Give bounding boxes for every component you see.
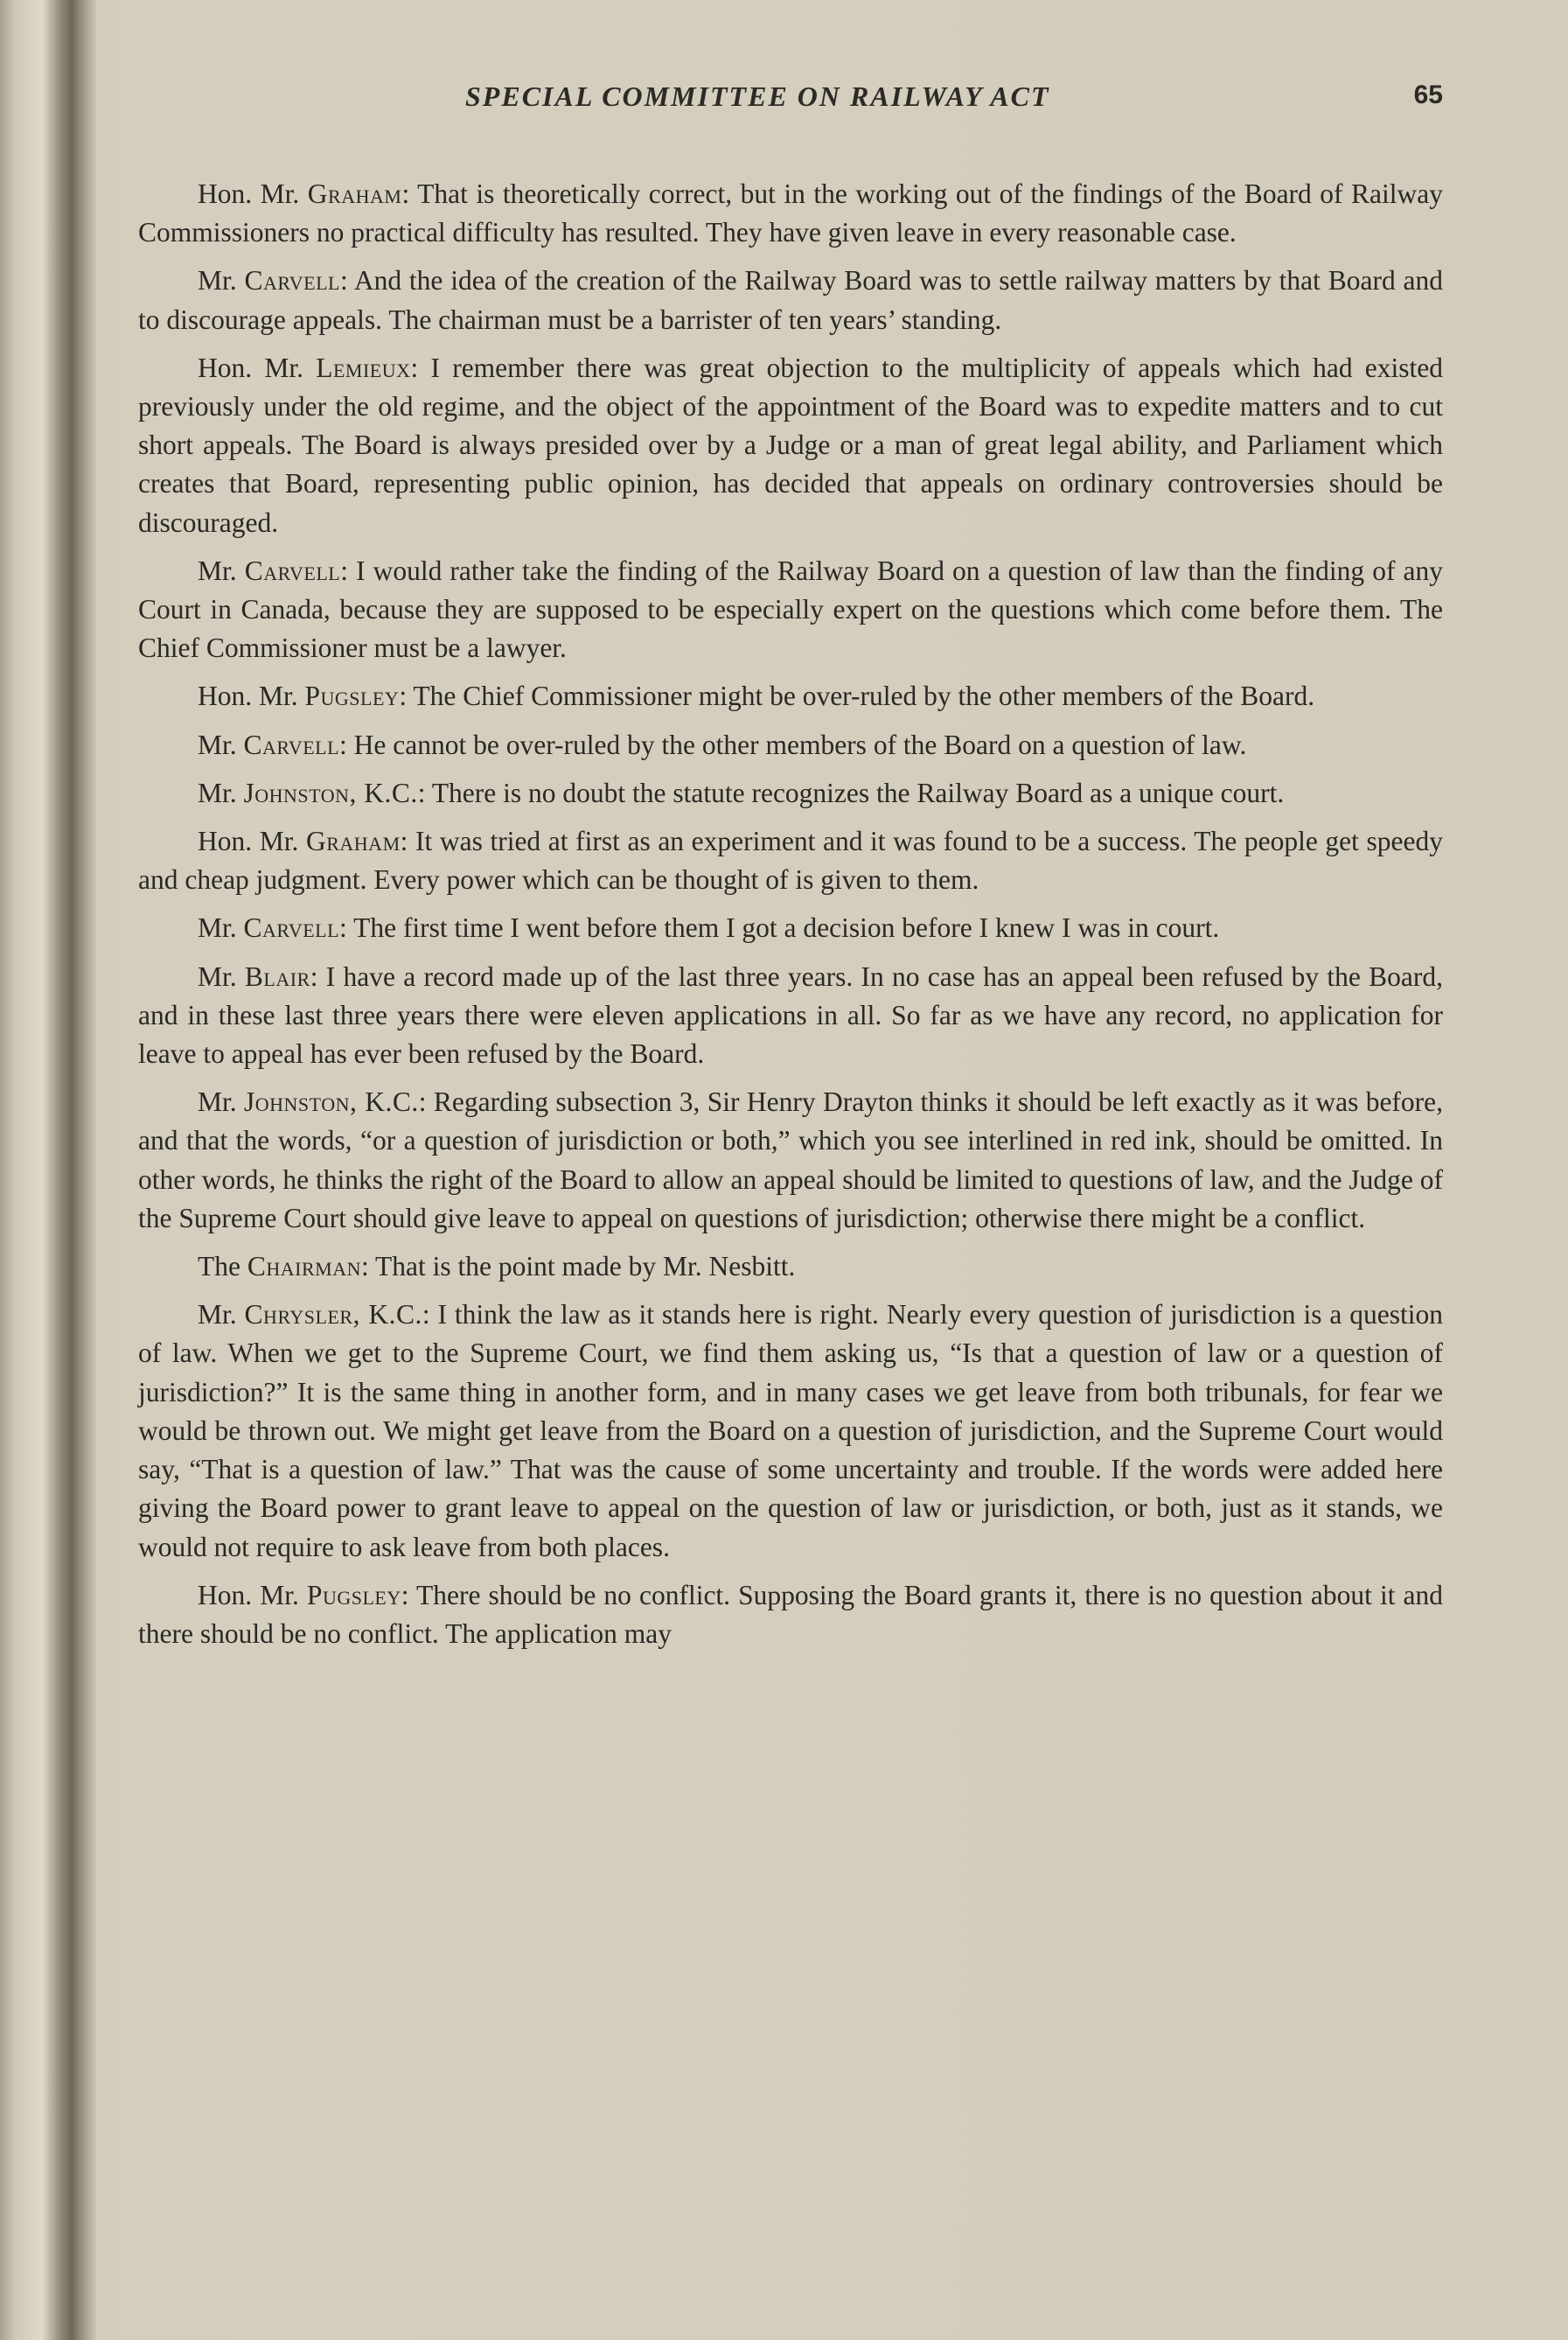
speech-text: I think the law as it stands here is right. Nearly every question of jurisdiction is a question of law. When we get to the Supreme Court, we find them asking us, “Is that a question of law or a question of jurisdiction?” It is the same thing in another form, and in many cases we get leave from both tribunals, for fear we would be thrown out. We might get leave from the Board on a question of jurisdiction, and the Supreme Court would say, “That is a question of law.” That was the cause of some uncertainty and trouble. If the words were added here giving the Board power to grant leave to appeal on the question of law or jurisdiction, or both, just as it stands, we would not require to ask leave from both places. (138, 1299, 1443, 1562)
speaker-name: Carvell (244, 265, 340, 297)
speech-text: There is no doubt the statute recognizes the Railway Board as a unique court. (431, 777, 1285, 808)
speaker-title: Hon. Mr. (198, 178, 300, 209)
speech-text: I remember there was great objection to the multiplicity of appeals which had existed previously under the old regime, and the object of the appointment of the Board was to expedite matters and to cut short appeals. The Board is always presided over by a Judge or a man of great legal ability, and Parliament which creates that Board, representing public opinion, has decided that appeals on ordinary controversies should be discouraged. (138, 352, 1444, 538)
speech-paragraph: The Chairman: That is the point made by Mr. Nesbitt. (198, 1251, 796, 1282)
speaker-title: Hon. Mr. (198, 352, 303, 383)
speech-paragraph: Hon. Mr. Lemieux: I remember there was great objection to the multiplicity of appeals which had existed previously under the old regime, and the object of the appointment of the Board was to expedite matters and to cut short appeals. The Board is always presided over by a Judge or a man of great legal ability, and Parliament which creates that Board, representing public opinion, has decided that appeals on ordinary controversies should be discouraged. (138, 352, 1444, 538)
speaker-title: Mr. (198, 960, 237, 992)
speech-text: That is the point made by Mr. Nesbitt. (375, 1251, 796, 1282)
speaker-name: Johnston, K.C. (244, 1086, 419, 1118)
speaker-name: Carvell (244, 555, 341, 586)
transcript-body (138, 175, 1443, 1663)
speech-text: I would rather take the finding of the Railway Board on a question of law than the finding of any Court in Canada, because they are supposed to be especially expert on the questions which come before them. The Chief Commissioner must be a lawyer. (138, 555, 1443, 664)
speaker-name: Pugsley (304, 681, 400, 712)
speaker-name: Blair (244, 960, 310, 992)
page-header (140, 80, 1443, 124)
speaker-name: Graham (307, 178, 402, 209)
speaker-name: Chrysler, K.C. (244, 1299, 422, 1331)
speaker-name: Pugsley (306, 1579, 401, 1610)
speech-paragraph: Mr. Carvell: He cannot be over-ruled by the other members of the Board on a question of law. (198, 729, 1247, 760)
page-number: 65 (1413, 80, 1443, 109)
speaker-title: Hon. Mr. (198, 826, 299, 857)
speaker-title: Hon. Mr. (198, 681, 298, 712)
speech-paragraph: Mr. Carvell: I would rather take the finding of the Railway Board on a question of law than the finding of any Court in Canada, because they are supposed to be especially expert on the questions which come before them. The Chief Commissioner must be a lawyer. (138, 555, 1443, 664)
speaker-name: Carvell (243, 912, 340, 944)
speech-paragraph: Mr. Johnston, K.C.: Regarding subsection 3, Sir Henry Drayton thinks it should be left exactly as it was before, and that the words, “or a question of jurisdiction or both,” which you see interlined in red ink, should be omitted. In other words, he thinks the right of the Board to allow an appeal should be limited to questions of law, and the Judge of the Supreme Court should give leave to appeal on questions of jurisdiction; otherwise there might be a conflict. (138, 1086, 1444, 1233)
speech-paragraph: Mr. Chrysler, K.C.: I think the law as it stands here is right. Nearly every question of jurisdiction is a question of law. When we get to the Supreme Court, we find them asking us, “Is that a question of law or a question of jurisdiction?” It is the same thing in another form, and in many cases we get leave from both tribunals, for fear we would be thrown out. We might get leave from the Board on a question of jurisdiction, and the Supreme Court would say, “That is a question of law.” That was the cause of some uncertainty and trouble. If the words were added here giving the Board power to grant leave to appeal on the question of law or jurisdiction, or both, just as it stands, we would not require to ask leave from both places. (138, 1299, 1443, 1562)
speech-text: That is theoretically correct, but in the working out of the findings of the Board of Railway Commissioners no practical difficulty has resulted. They have given leave in every reasonable case. (138, 178, 1444, 248)
speaker-title: Mr. (198, 555, 237, 586)
speech-text: He cannot be over-ruled by the other members of the Board on a question of law. (353, 729, 1247, 760)
speech-text: There should be no conflict. Supposing the Board grants it, there is no question about it and there should be no conflict. The application may (138, 1579, 1444, 1649)
speaker-title: Mr. (198, 1299, 237, 1331)
speech-paragraph: Mr. Johnston, K.C.: There is no doubt the statute recognizes the Railway Board as a unique court. (198, 777, 1285, 808)
speech-paragraph: Hon. Mr. Graham: That is theoretically correct, but in the working out of the findings of the Board of Railway Commissioners no practical difficulty has resulted. They have given leave in every reasonable case. (138, 178, 1444, 248)
speech-paragraph: Hon. Mr. Graham: It was tried at first as an experiment and it was found to be a success. The people get speedy and cheap judgment. Every power which can be thought of is given to them. (138, 826, 1443, 896)
speaker-title: Mr. (198, 777, 237, 808)
speaker-title: Mr. (198, 729, 237, 760)
speech-text: It was tried at first as an experiment and it was found to be a success. The people get speedy and cheap judgment. Every power which can be thought of is given to them. (138, 826, 1443, 896)
book-binding-gutter (0, 0, 96, 2340)
speech-paragraph: Mr. Carvell: The first time I went before them I got a decision before I knew I was in court. (198, 912, 1220, 944)
speech-paragraph: Hon. Mr. Pugsley: There should be no conflict. Supposing the Board grants it, there is no question about it and there should be no conflict. The application may (138, 1579, 1444, 1649)
speech-paragraph: Mr. Carvell: And the idea of the creation of the Railway Board was to settle railway matters by that Board and to discourage appeals. The chairman must be a barrister of ten years’ standing. (138, 265, 1444, 335)
speech-text: The Chief Commissioner might be over-ruled by the other members of the Board. (413, 681, 1315, 712)
speaker-name: Carvell (243, 729, 340, 760)
speaker-title: Mr. (198, 912, 237, 944)
speaker-name: Chairman (247, 1251, 361, 1282)
speaker-name: Lemieux (316, 352, 411, 383)
speech-text: I have a record made up of the last three years. In no case has an appeal been refused by the Board, and in these last three years there were eleven applications in all. So far as we have any record, no application for leave to appeal has ever been refused by the Board. (138, 960, 1443, 1070)
speech-text: And the idea of the creation of the Railway Board was to settle railway matters by that Board and to discourage appeals. The chairman must be a barrister of ten years’ standing. (138, 265, 1444, 335)
speaker-title: Mr. (198, 265, 237, 297)
speaker-title: Hon. Mr. (198, 1579, 299, 1610)
running-title: SPECIAL COMMITTEE ON RAILWAY ACT (465, 80, 1050, 112)
speech-text: Regarding subsection 3, Sir Henry Drayton thinks it should be left exactly as it was before, and that the words, “or a question of jurisdiction or both,” which you see interlined in red ink, should be omitted. In other words, he thinks the right of the Board to allow an appeal should be limited to questions of law, and the Judge of the Supreme Court should give leave to appeal on questions of jurisdiction; otherwise there might be a conflict. (138, 1086, 1444, 1233)
speaker-title: The (198, 1251, 240, 1282)
speaker-title: Mr. (198, 1086, 237, 1118)
speech-paragraph: Mr. Blair: I have a record made up of the last three years. In no case has an appeal been refused by the Board, and in these last three years there were eleven applications in all. So far as we have any record, no application for leave to appeal has ever been refused by the Board. (138, 960, 1443, 1070)
speaker-name: Johnston, K.C. (243, 777, 418, 808)
speaker-name: Graham (305, 826, 401, 857)
speech-paragraph: Hon. Mr. Pugsley: The Chief Commissioner might be over-ruled by the other members of the Board. (198, 681, 1315, 712)
speech-text: The first time I went before them I got a decision before I knew I was in court. (353, 912, 1220, 944)
